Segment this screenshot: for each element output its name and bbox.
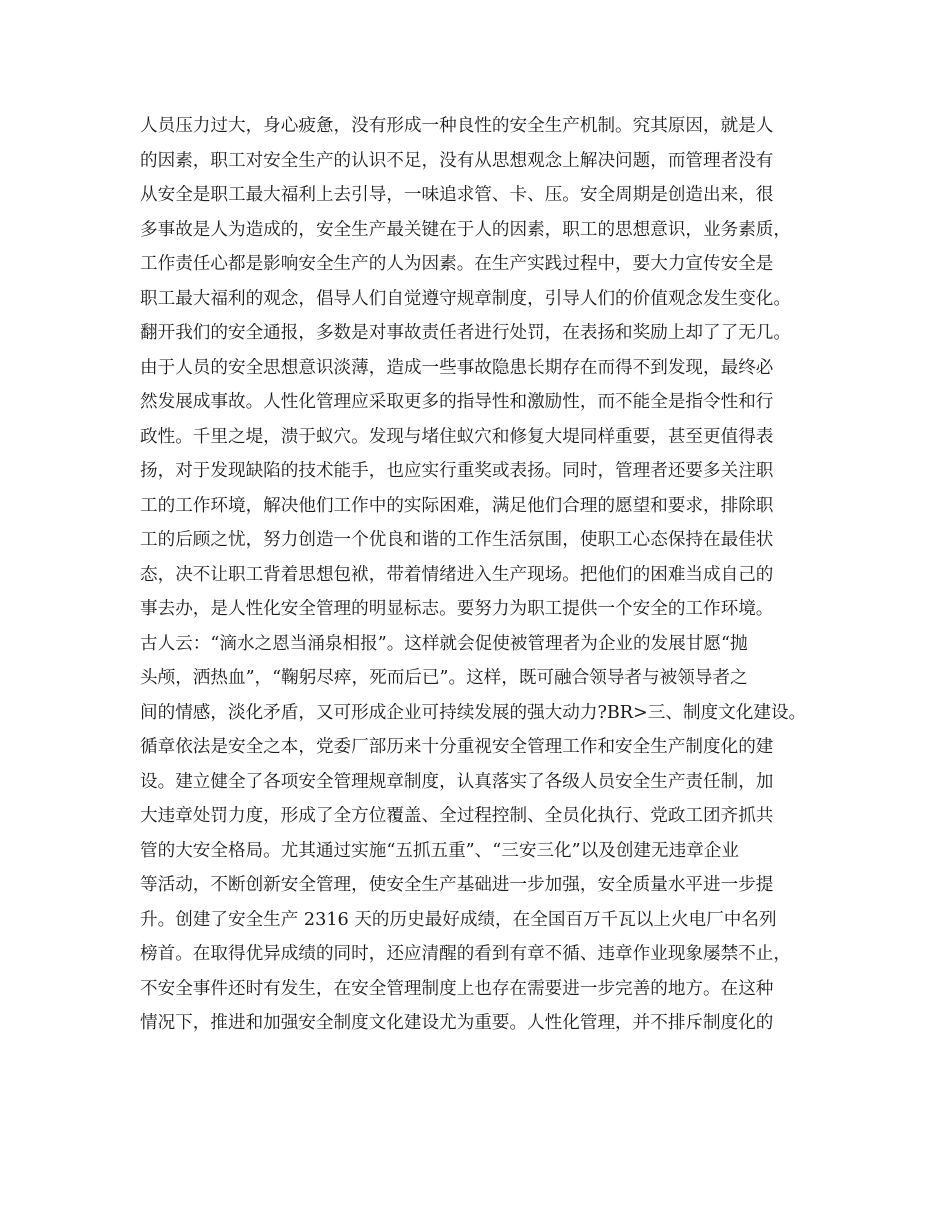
text-line: 升。创建了安全生产 2316 天的历史最好成绩，在全国百万千瓦以上火电厂中名列	[140, 909, 777, 930]
text-line: 间的情感，淡化矛盾，又可形成企业可持续发展的强大动力?BR>三、制度文化建设。	[140, 702, 807, 723]
text-line: 工的工作环境，解决他们工作中的实际困难，满足他们合理的愿望和要求，排除职	[140, 495, 774, 516]
text-line: 职工最大福利的观念，倡导人们自觉遵守规章制度，引导人们的价值观念发生变化。	[140, 288, 791, 309]
text-line: 大违章处罚力度，形成了全方位覆盖、全过程控制、全员化执行、党政工团齐抓共	[140, 806, 774, 826]
text-line: 情况下，推进和加强安全制度文化建设尤为重要。人性化管理，并不排斥制度化的	[140, 1013, 774, 1033]
text-line: 古人云：“滴水之恩当涌泉相报”。这样就会促使被管理者为企业的发展甘愿“抛	[140, 633, 748, 654]
text-line: 等活动，不断创新安全管理，使安全生产基础进一步加强，安全质量水平进一步提	[140, 875, 774, 895]
text-line: 然发展成事故。人性化管理应采取更多的指导性和激励性，而不能全是指令性和行	[140, 392, 774, 412]
text-line: 工的后顾之忧，努力创造一个优良和谐的工作生活氛围，使职工心态保持在最佳状	[140, 530, 774, 550]
text-line: 事去办，是人性化安全管理的明显标志。要努力为职工提供一个安全的工作环境。	[140, 599, 774, 619]
text-line: 循章依法是安全之本，党委厂部历来十分重视安全管理工作和安全生产制度化的建	[140, 737, 774, 757]
text-line: 从安全是职工最大福利上去引导，一味追求管、卡、压。安全周期是创造出来，很	[140, 185, 774, 205]
text-line: 态，决不让职工背着思想包袱，带着情绪进入生产现场。把他们的困难当成自己的	[140, 564, 774, 585]
text-line: 管的大安全格局。尤其通过实施“五抓五重”、“三安三化”以及创建无违章企业	[140, 840, 739, 861]
text-line: 扬，对于发现缺陷的技术能手，也应实行重奖或表扬。同时，管理者还要多关注职	[140, 461, 774, 481]
text-line: 头颅，洒热血”，“鞠躬尽瘁，死而后已”。这样，既可融合领导者与被领导者之	[140, 668, 748, 688]
text-line: 政性。千里之堤，溃于蚁穴。发现与堵住蚁穴和修复大堤同样重要，甚至更值得表	[140, 426, 774, 447]
text-line: 榜首。在取得优异成绩的同时，还应清醒的看到有章不循、违章作业现象屡禁不止，	[140, 944, 791, 964]
text-line: 设。建立健全了各项安全管理规章制度，认真落实了各级人员安全生产责任制，加	[140, 771, 774, 792]
text-line: 由于人员的安全思想意识淡薄，造成一些事故隐患长期存在而得不到发现，最终必	[140, 357, 774, 378]
text-line: 翻开我们的安全通报，多数是对事故责任者进行处罚，在表扬和奖励上却了了无几。	[140, 323, 791, 343]
text-line: 人员压力过大，身心疲惫，没有形成一种良性的安全生产机制。究其原因，就是人	[140, 116, 774, 136]
body-text	[140, 109, 820, 1041]
text-line: 的因素，职工对安全生产的认识不足，没有从思想观念上解决问题，而管理者没有	[140, 150, 774, 171]
text-line: 工作责任心都是影响安全生产的人为因素。在生产实践过程中，要大力宣传安全是	[140, 254, 774, 274]
text-line: 多事故是人为造成的，安全生产最关键在于人的因素，职工的思想意识，业务素质，	[140, 219, 791, 240]
text-line: 不安全事件还时有发生，在安全管理制度上也存在需要进一步完善的地方。在这种	[140, 978, 774, 999]
